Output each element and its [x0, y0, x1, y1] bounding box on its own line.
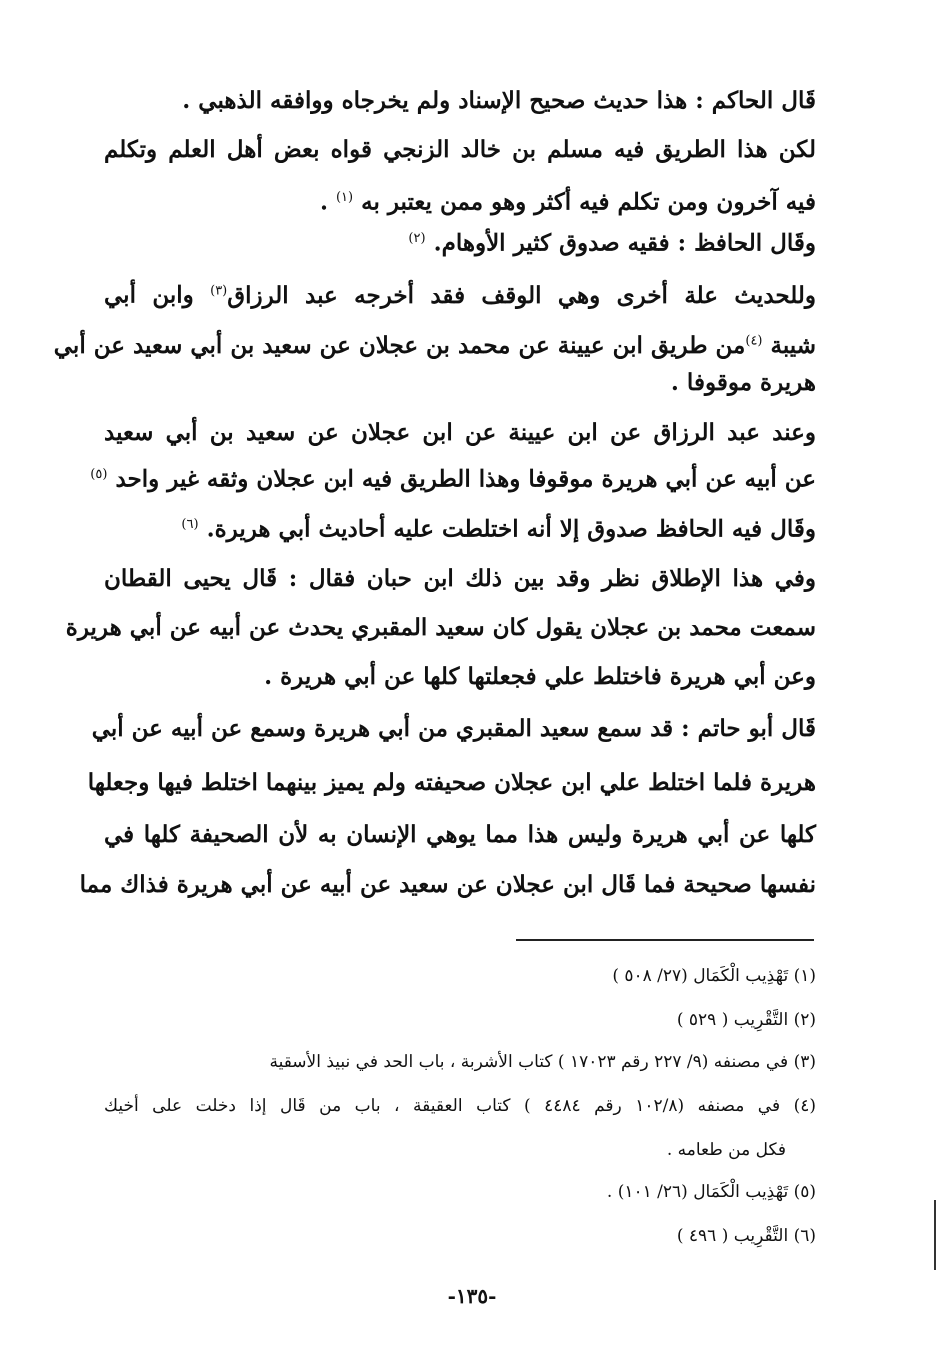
footnote-text: (٣) في مصنفه (٩/ ٢٢٧ رقم ١٧٠٢٣ ) كتاب الأشربة ، باب الحد في نبيذ الأسقية [269, 1052, 816, 1072]
footnote-marker-2: (٢) [408, 231, 426, 246]
scan-edge-mark [934, 1200, 936, 1270]
text-run-b: من طريق ابن عيينة عن محمد بن عجلان عن سعيد بن أبي سعيد عن أبي [53, 331, 746, 359]
footnote-text: فكل من طعامه . [666, 1140, 786, 1160]
footnote-4 [104, 1086, 816, 1126]
body-line-2 [104, 127, 816, 173]
footnote-1 [104, 956, 816, 996]
page-number: -١٣٥- [447, 1284, 497, 1308]
text-run: قَال الحاكم : هذا حديث صحيح الإسناد ولم يخرجاه ووافقه الذهبي . [182, 87, 816, 114]
footnote-marker-6: (٦) [181, 517, 199, 532]
text-run: سمعت محمد بن عجلان يقول كان سعيد المقبري يحدث عن أبيه عن أبي هريرة [65, 614, 816, 641]
body-line-7 [104, 360, 816, 406]
body-line-16 [104, 812, 816, 858]
text-run: نفسها صحيحة فما قَال ابن عجلان عن سعيد عن أبيه عن أبي هريرة فذاك مما [79, 871, 816, 898]
text-run: قَال أبو حاتم : قد سمع سعيد المقبري من أبي هريرة وسمع عن أبيه عن أبي [91, 715, 816, 742]
footnote-marker-3: (٣) [210, 283, 228, 298]
text-run-a: شيبة [770, 331, 816, 359]
body-line-1 [104, 78, 816, 124]
footnote-2 [104, 1000, 816, 1040]
body-line-4 [104, 216, 816, 262]
text-run [54, 332, 816, 359]
text-run: هريرة موقوفا . [670, 369, 816, 396]
body-line-6 [53, 318, 816, 364]
text-run: وقَال الحافظ : فقيه صدوق كثير الأوهام. [433, 229, 816, 257]
body-line-12 [65, 605, 816, 651]
footnote-4-continued [104, 1130, 786, 1170]
footnote-text: (٤) في مصنفه (١٠٢/٨ رقم ٤٤٨٤ ) كتاب العقيقة ، باب من قَال إذا دخلت على أخيك [104, 1096, 816, 1116]
footnote-marker-4: (٤) [745, 333, 763, 348]
footnote-3 [104, 1042, 816, 1082]
body-line-3 [104, 175, 816, 221]
footnote-text: (١) تَهْذِيب الْكَمَال (٢٧/ ٥٠٨ ) [612, 966, 816, 986]
text-run-a: وللحديث علة أخرى وهي الوقف فقد أخرجه عبد الرزاق [227, 281, 816, 309]
footnote-text: (٦) التَّقْرِيب ( ٤٩٦ ) [676, 1226, 816, 1246]
footnote-text: (٢) التَّقْرِيب ( ٥٢٩ ) [676, 1010, 816, 1030]
text-run: وقَال فيه الحافظ صدوق إلا أنه اختلطت عليه أحاديث أبي هريرة. [206, 515, 816, 543]
footnote-6 [104, 1216, 816, 1256]
footnote-separator [516, 939, 814, 941]
body-line-15 [87, 760, 816, 806]
text-run: لكن هذا الطريق فيه مسلم بن خالد الزنجي قواه بعض أهل العلم وتكلم [104, 136, 816, 163]
body-line-10 [104, 502, 816, 548]
body-line-17 [79, 862, 816, 908]
text-run: وعن أبي هريرة فاختلط علي فجعلتها كلها عن أبي هريرة . [264, 663, 816, 690]
period: . [319, 188, 328, 216]
body-line-14 [91, 706, 816, 752]
footnote-marker-5: (٥) [90, 467, 108, 482]
body-line-11 [104, 556, 816, 602]
text-run: هريرة فلما اختلط علي ابن عجلان صحيفته ولم يميز بينهما اختلط فيها وجعلها [87, 769, 816, 796]
body-line-5 [104, 268, 816, 314]
text-run [210, 282, 816, 309]
footnote-5 [104, 1172, 816, 1212]
text-run: عن أبيه عن أبي هريرة موقوفا وهذا الطريق فيه ابن عجلان وثقه غير واحد [115, 465, 816, 493]
text-run: وعند عبد الرزاق عن ابن عيينة عن ابن عجلان عن سعيد بن أبي سعيد [104, 419, 816, 446]
footnote-text: (٥) تَهْذِيب الْكَمَال (٢٦/ ١٠١) . [606, 1182, 816, 1202]
body-line-8 [104, 410, 816, 456]
text-run: وفي هذا الإطلاق نظر وقد بين ذلك ابن حبان فقال : قَال يحيى القطان [104, 565, 816, 592]
body-line-13 [104, 654, 816, 700]
text-run: فيه آخرون ومن تكلم فيه أكثر وهو ممن يعتبر به [361, 188, 816, 216]
footnote-marker-1: (١) [335, 190, 354, 205]
body-line-9 [90, 452, 816, 498]
text-run: كلها عن أبي هريرة وليس هذا مما يوهي الإنسان به لأن الصحيفة كلها في [104, 821, 816, 848]
text-run-b: وابن أبي [104, 281, 194, 309]
